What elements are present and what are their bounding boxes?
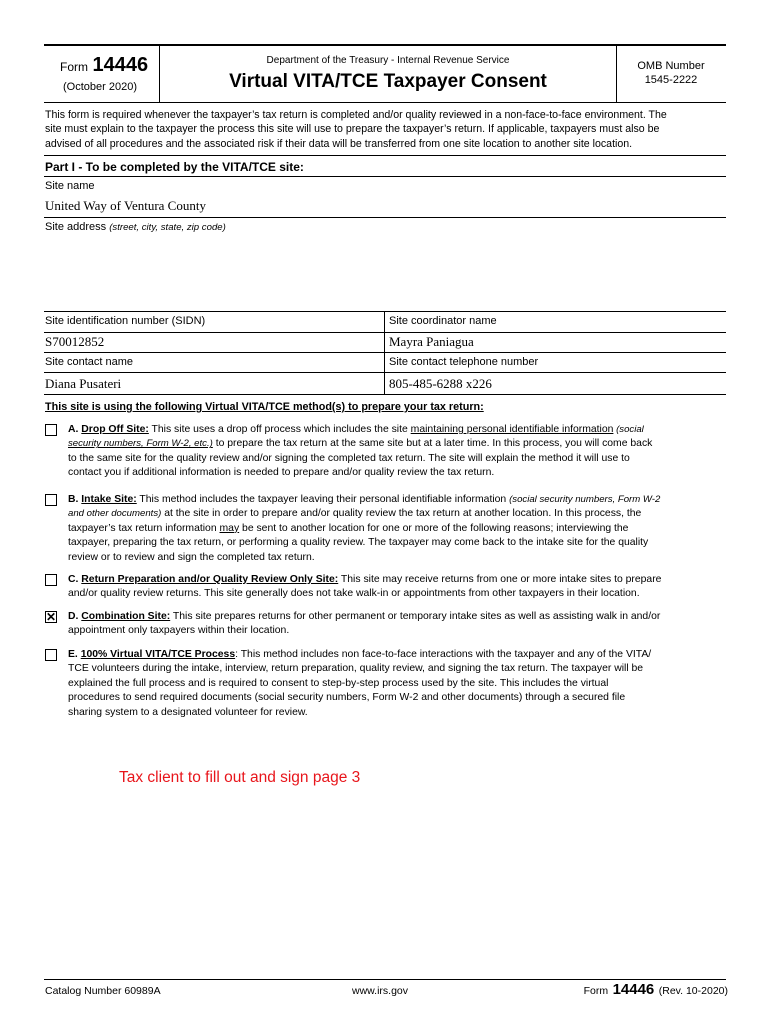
form-number: 14446 [92,54,149,76]
site-address-rule [44,311,726,312]
header-bottom-rule [44,102,726,103]
intro-line: site must explain to the taxpayer the process this site will use to prepare the taxpayer’s return. If applicable, taxpayers must also be [45,123,660,136]
part1-heading: Part I - To be completed by the VITA/TCE site: [45,160,304,174]
option-text: sharing system to a designated volunteer for review. [68,706,308,718]
option-text: This site prepares returns for other permanent or temporary intake sites as well as assisting walk in and/or [170,611,661,622]
form-word: Form [60,60,88,74]
value-row2-rule [44,394,726,395]
checked-x-icon: ✕ [46,610,57,624]
option-text: TCE volunteers during the intake, interview, return preparation, quality review, and signing the tax return. The taxpayer will be [68,663,644,675]
catalog-number: Catalog Number 60989A [45,985,161,997]
value-row-rule [44,352,726,353]
omb-number: 1545-2222 [644,74,698,86]
intro-paragraph [45,108,735,151]
omb-label: OMB Number [637,60,705,72]
option-text-italic: and other documents) [68,508,162,520]
option-combination-site [68,610,718,639]
checkbox-combination-site[interactable] [45,611,57,623]
option-name: Return Preparation and/or Quality Review Only Site: [81,574,339,585]
site-address-label [45,221,226,233]
option-text: explained the full process and is required to consent to step-by-step process used by the site. This includes the virtual [68,677,609,689]
form-date: (October 2020) [63,81,137,93]
option-virtual-process [68,648,718,720]
client-instruction-note: Tax client to fill out and sign page 3 [119,769,361,786]
option-text: at the site in order to prepare and/or quality review the tax return at another location. In this process, the [161,508,642,520]
option-text: This site uses a drop off process which includes the site [148,424,411,435]
option-text: to the same site for the quality review and/or signing the completed tax return. The site will explain the method it will use to [68,452,630,464]
checkbox-drop-off-site[interactable] [45,424,57,436]
option-text-italic: (social security numbers, Form W-2 [509,494,661,505]
option-name: Intake Site: [81,494,137,505]
site-address-label-text: Site address [45,221,107,233]
footer-form-number: 14446 [612,981,655,998]
option-name: Drop Off Site: [81,424,149,435]
option-text: and/or quality review returns. This site generally does not take walk-in or appointments from other taxpayers in their location. [68,588,640,600]
label-row-rule [44,332,726,333]
phone-label: Site contact telephone number [389,356,539,368]
option-text: procedures to send required documents (social security numbers, Form W-2 and other documents) through a secured file [68,692,626,704]
sidn-label: Site identification number (SIDN) [45,315,206,327]
coordinator-label: Site coordinator name [389,315,497,327]
option-letter: A. [68,424,79,435]
footer-rule [44,979,726,980]
sidn-field[interactable]: S70012852 [45,334,105,349]
site-name-field[interactable]: United Way of Ventura County [45,198,206,213]
footer-form-id [583,981,728,999]
option-letter: D. [68,611,79,622]
option-text-underlined: may [219,522,240,534]
form-id [60,54,160,77]
page-title: Virtual VITA/TCE Taxpayer Consent [229,71,547,92]
option-letter: C. [68,574,79,585]
contact-field[interactable]: Diana Pusateri [45,376,122,391]
option-text: appointment only taxpayers within their location. [68,625,290,637]
option-letter: B. [68,494,79,505]
website: www.irs.gov [351,985,408,997]
part1-top-rule [44,155,726,156]
option-text: be sent to another location for one or more of the following reasons; interviewing the [239,522,629,534]
option-name: 100% Virtual VITA/TCE Process [80,649,236,660]
footer-revision: (Rev. 10-2020) [658,985,728,997]
intro-line: advised of all procedures and the associated risk if their data will be transferred from one site location to another site location. [45,137,633,150]
option-text: to prepare the tax return at the same site but at a later time. In this process, you will come back [212,438,653,450]
site-address-hint: (street, city, state, zip code) [109,222,226,233]
checkbox-return-prep-site[interactable] [45,574,57,586]
option-text: This site may receive returns from one or more intake sites to prepare [338,574,662,585]
site-address-field[interactable] [44,236,726,311]
phone-field[interactable]: 805-485-6288 x226 [389,376,492,391]
option-return-prep-site [68,573,718,602]
option-drop-off-site [68,423,718,481]
site-name-rule [44,217,726,218]
option-text-underlined: maintaining personal identifiable information [410,424,614,435]
option-text: This method includes the taxpayer leaving their personal identifiable information [136,494,510,505]
option-text-italic: (social [613,424,644,435]
methods-heading: This site is using the following Virtual VITA/TCE method(s) to prepare your tax return: [45,401,484,413]
checkbox-intake-site[interactable] [45,494,57,506]
intro-line: This form is required whenever the taxpayer’s tax return is completed and/or quality reviewed in a non-face-to-face environment. The [45,109,667,121]
option-intake-site [68,493,718,565]
option-text: : This method includes non face-to-face interactions with the taxpayer and any of the VITA/ [235,649,652,660]
option-letter: E. [68,649,78,660]
top-rule [44,44,726,46]
coordinator-field[interactable]: Mayra Paniagua [389,334,474,349]
contact-label: Site contact name [45,356,134,368]
footer-form-word: Form [583,985,609,997]
site-name-label: Site name [45,180,95,192]
label-row2-rule [44,372,726,373]
part1-heading-rule [44,176,726,177]
option-text: review or to review and sign the completed tax return. [68,551,315,563]
option-text-italic: security numbers, Form W-2, etc.) [68,438,213,450]
option-text: taxpayer’s tax return information [68,522,220,534]
option-text: taxpayer, preparing the tax return, or performing a quality review. The taxpayer may come back to the intake site for the quality [68,537,649,549]
option-text: contact you if additional information is needed to prepare and/or quality review the tax return. [68,467,495,479]
agency-line: Department of the Treasury - Internal Revenue Service [266,55,510,66]
option-name: Combination Site: [81,611,171,622]
checkbox-virtual-process[interactable] [45,649,57,661]
